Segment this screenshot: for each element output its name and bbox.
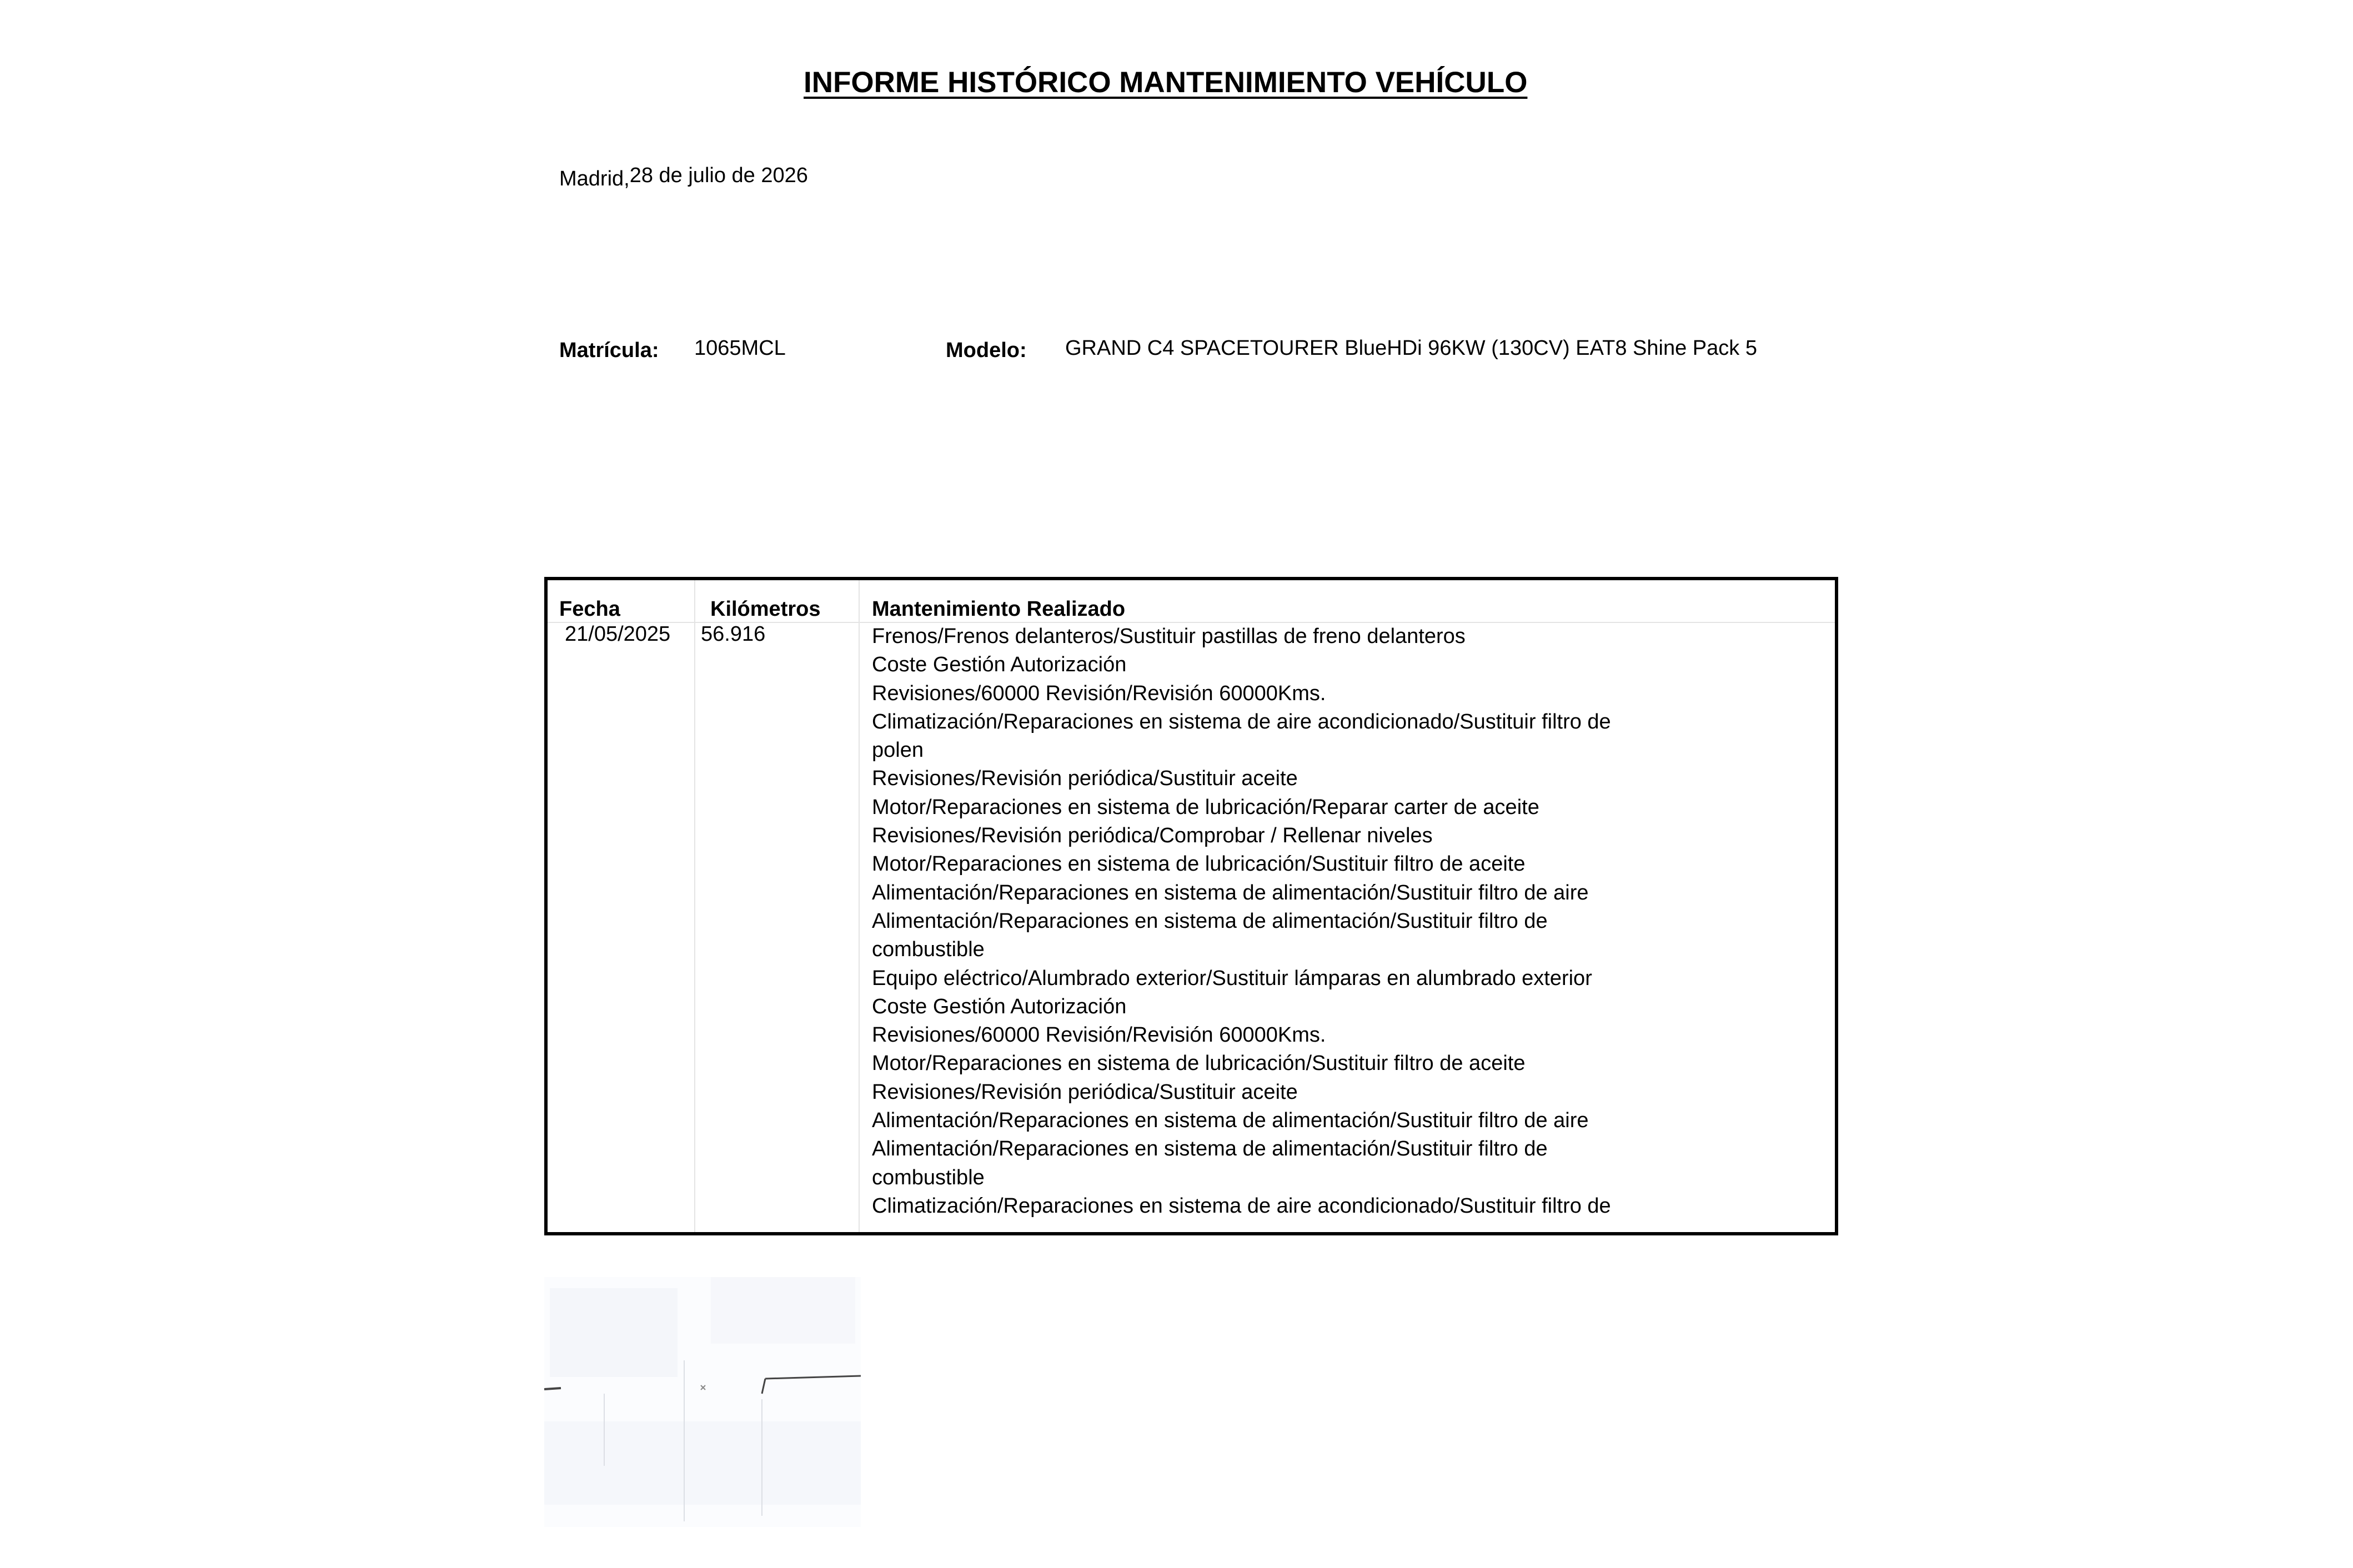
column-separator <box>694 580 695 1232</box>
maintenance-line: Alimentación/Reparaciones en sistema de alimentación/Sustituir filtro de aire <box>872 881 1589 904</box>
model-label: Modelo: <box>946 339 1027 362</box>
maintenance-line: Equipo eléctrico/Alumbrado exterior/Sustituir lámparas en alumbrado exterior <box>872 966 1592 990</box>
maintenance-line: Motor/Reparaciones en sistema de lubricación/Sustituir filtro de aceite <box>872 852 1526 876</box>
plate-value: 1065MCL <box>694 336 786 360</box>
maintenance-line: combustible <box>872 938 985 962</box>
row-km: 56.916 <box>701 622 766 646</box>
maintenance-line: Revisiones/Revisión periódica/Sustituir aceite <box>872 767 1298 791</box>
maintenance-line: Revisiones/Revisión periódica/Sustituir aceite <box>872 1080 1298 1104</box>
maintenance-line: Climatización/Reparaciones en sistema de aire acondicionado/Sustituir filtro de <box>872 1194 1611 1218</box>
plate-label: Matrícula: <box>559 339 659 362</box>
report-date: 28 de julio de 2026 <box>629 164 808 187</box>
maintenance-line: Motor/Reparaciones en sistema de lubricación/Reparar carter de aceite <box>872 795 1539 819</box>
model-value: GRAND C4 SPACETOURER BlueHDi 96KW (130CV) EAT8 Shine Pack 5 <box>1065 336 1757 360</box>
column-separator <box>859 580 860 1232</box>
row-date: 21/05/2025 <box>565 622 671 646</box>
maintenance-line: Alimentación/Reparaciones en sistema de alimentación/Sustituir filtro de aire <box>872 1109 1589 1133</box>
maintenance-list <box>872 622 1611 1220</box>
maintenance-table <box>544 577 1838 1235</box>
maintenance-line: Revisiones/60000 Revisión/Revisión 60000Kms. <box>872 681 1326 705</box>
maintenance-line: Coste Gestión Autorización <box>872 653 1127 677</box>
faded-stamp-graphic <box>544 1277 861 1527</box>
header-maintenance: Mantenimiento Realizado <box>872 597 1126 621</box>
maintenance-line: Alimentación/Reparaciones en sistema de alimentación/Sustituir filtro de <box>872 909 1548 933</box>
report-date-line <box>559 164 808 188</box>
header-km: Kilómetros <box>710 597 821 621</box>
maintenance-line: polen <box>872 738 924 762</box>
maintenance-line: Frenos/Frenos delanteros/Sustituir pastillas de freno delanteros <box>872 625 1466 648</box>
maintenance-line: combustible <box>872 1165 985 1189</box>
maintenance-line: Climatización/Reparaciones en sistema de aire acondicionado/Sustituir filtro de <box>872 710 1611 733</box>
maintenance-line: Alimentación/Reparaciones en sistema de alimentación/Sustituir filtro de <box>872 1137 1548 1161</box>
report-city: Madrid, <box>559 167 630 190</box>
report-title: INFORME HISTÓRICO MANTENIMIENTO VEHÍCULO <box>804 66 1528 99</box>
header-date: Fecha <box>559 597 620 621</box>
maintenance-line: Motor/Reparaciones en sistema de lubricación/Sustituir filtro de aceite <box>872 1052 1526 1076</box>
maintenance-line: Coste Gestión Autorización <box>872 994 1127 1018</box>
maintenance-line: Revisiones/Revisión periódica/Comprobar / Rellenar niveles <box>872 824 1433 848</box>
maintenance-line: Revisiones/60000 Revisión/Revisión 60000Kms. <box>872 1023 1326 1047</box>
